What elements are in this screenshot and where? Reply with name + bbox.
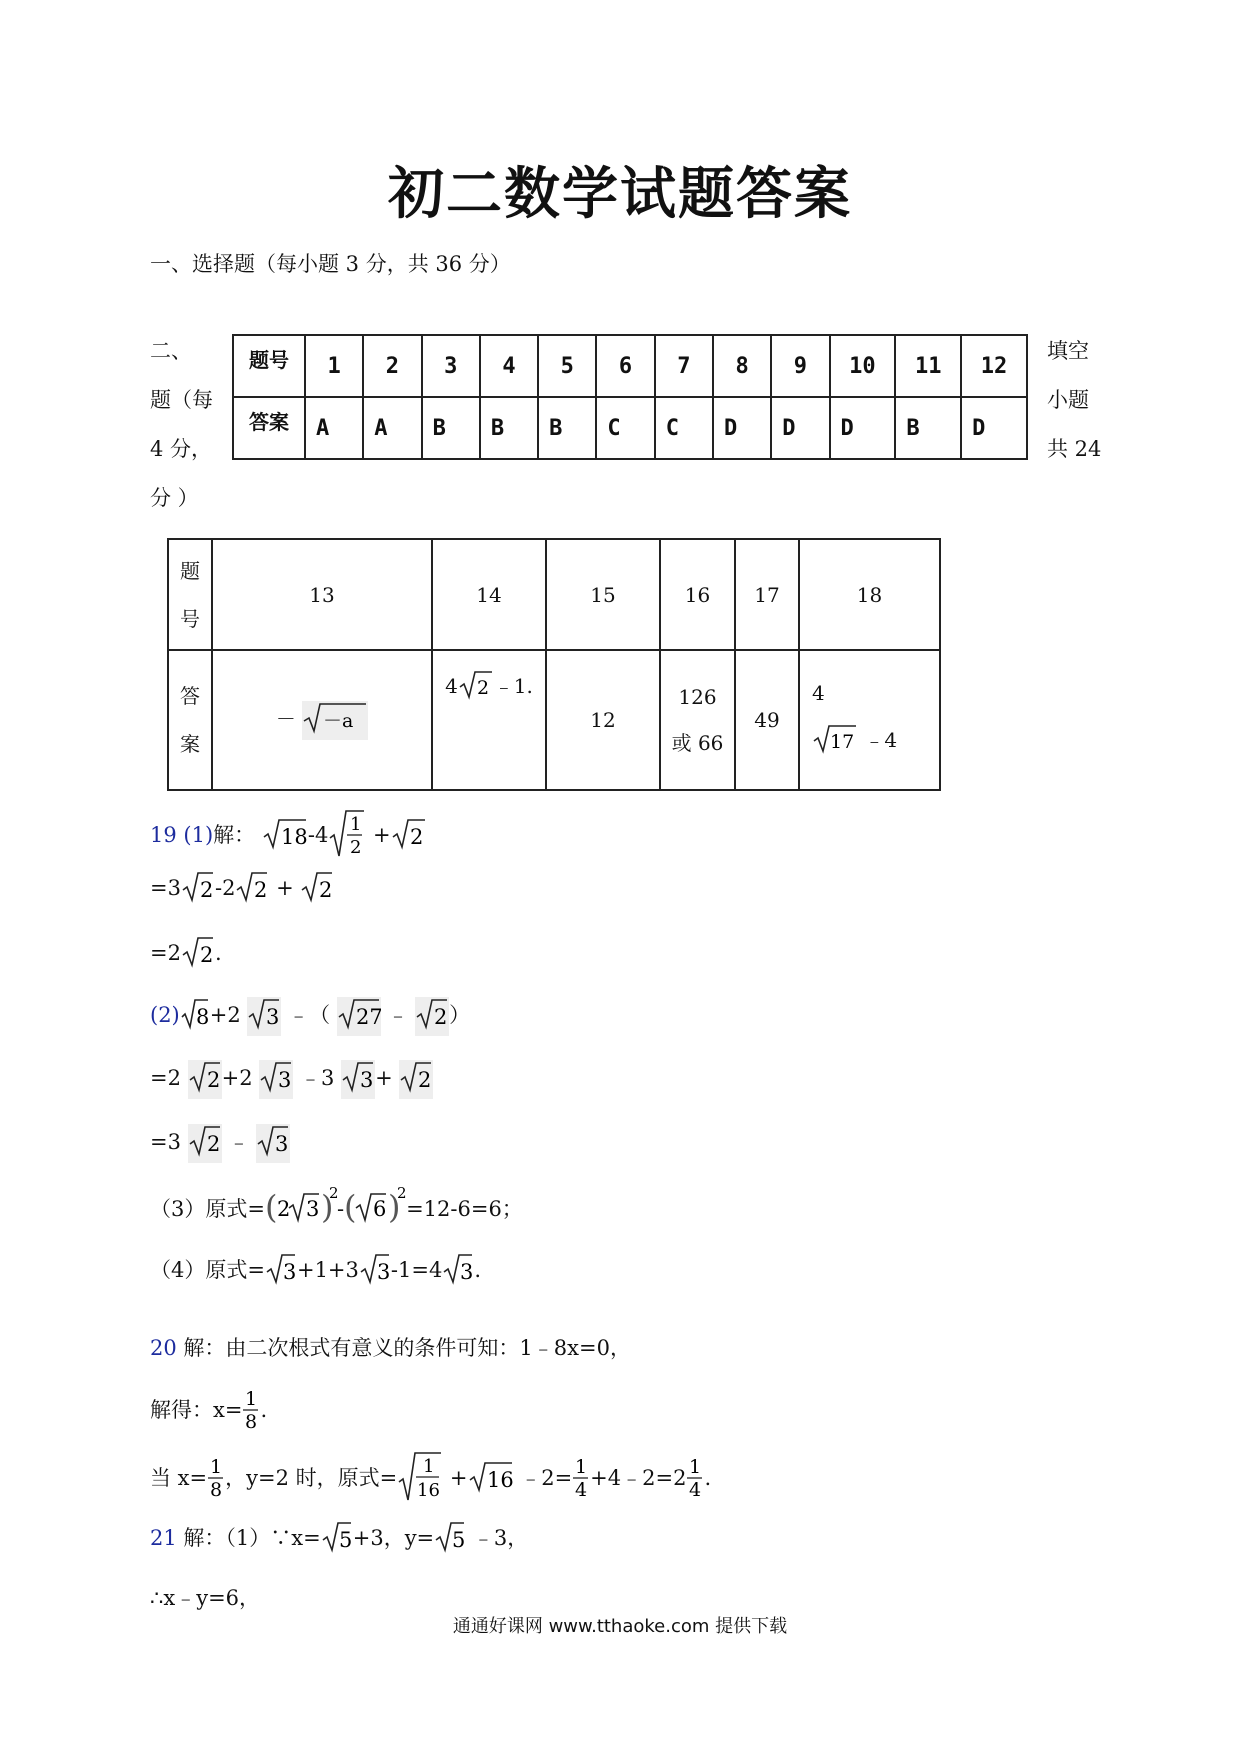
section-2-left-line: 分 ） — [150, 486, 199, 510]
minus-sign: － — [275, 706, 296, 731]
radicand: 3 — [460, 1260, 474, 1284]
q19-line-3 — [150, 935, 222, 974]
answer-cell: A — [363, 397, 421, 459]
svg-text:): ) — [388, 1188, 401, 1226]
answer-line: 或 66 — [671, 731, 724, 755]
section-2-right-line: 小题 — [1047, 388, 1089, 412]
expression-prefix: （3）原式= — [150, 1197, 265, 1221]
question-number-cell: 14 — [432, 539, 546, 650]
denominator: 8 — [210, 1479, 223, 1500]
operator: +2 — [221, 1066, 253, 1090]
answer-rest: ﹣1. — [493, 674, 533, 698]
question-number-cell: 13 — [212, 539, 432, 650]
radicand: 2 — [206, 1068, 221, 1092]
sqrt-expression — [188, 1124, 222, 1163]
q21-line-1 — [150, 1520, 528, 1559]
sqrt-expression — [415, 997, 449, 1036]
sqrt-expression — [265, 1252, 297, 1291]
numerator: 1 — [210, 1456, 223, 1478]
choice-table-header-label: 题号 — [233, 335, 305, 397]
fill-in-answer-table — [167, 538, 941, 791]
squared-term — [265, 1186, 337, 1235]
radicand: 3 — [266, 1005, 280, 1029]
answer-cell: C — [596, 397, 654, 459]
sqrt-expression — [300, 870, 334, 909]
radicand: 5 — [452, 1528, 466, 1552]
question-label: 21 — [150, 1526, 177, 1550]
expression-suffix: . — [704, 1466, 712, 1490]
radicand: 3 — [275, 1132, 289, 1156]
operator: +1+3 — [296, 1258, 359, 1282]
q20-line-2 — [150, 1386, 267, 1437]
operator: ﹣（ — [288, 1003, 331, 1027]
radicand: 2 — [254, 878, 268, 902]
radicand: 2 — [418, 1068, 432, 1092]
expression-prefix: （4）原式= — [150, 1258, 265, 1282]
answer-cell: D — [771, 397, 829, 459]
answer-cell: C — [655, 397, 713, 459]
q21-line-2: ∴x﹣y=6， — [150, 1586, 261, 1610]
exponent: 2 — [328, 1186, 337, 1202]
solution-text: 解：由二次根式有意义的条件可知：1﹣8x=0， — [183, 1336, 631, 1360]
header-char: 题 — [180, 558, 200, 583]
denominator: 4 — [575, 1479, 588, 1500]
question-number-cell: 2 — [363, 335, 421, 397]
sqrt-expression — [180, 997, 210, 1036]
sqrt-expression — [391, 817, 427, 856]
expression-prefix: =3 — [150, 1130, 181, 1154]
question-label: 20 — [150, 1336, 177, 1360]
answer-line: 126 — [678, 685, 717, 709]
page-footer: 通通好课网 www.tthaoke.com 提供下载 — [452, 1616, 788, 1637]
radicand: 2 — [199, 878, 214, 902]
svg-text:): ) — [320, 1188, 334, 1226]
q20-line-3 — [150, 1450, 711, 1509]
operator: -4 — [307, 823, 329, 847]
sqrt-expression — [442, 1252, 474, 1291]
denominator: 2 — [350, 837, 362, 858]
choice-table-answer-label: 答案 — [233, 397, 305, 459]
question-label: 19 (1) — [150, 823, 214, 847]
expression-prefix: 解得：x= — [150, 1398, 243, 1422]
sqrt-expression — [359, 1252, 391, 1291]
sqrt-fraction — [397, 1450, 443, 1509]
radicand: 6 — [373, 1197, 387, 1221]
answer-cell: B — [895, 397, 961, 459]
sqrt-expression — [812, 723, 858, 760]
radicand: 27 — [355, 1005, 381, 1029]
expression-suffix: ﹣3， — [472, 1526, 529, 1550]
answer-char: 答 — [180, 684, 200, 708]
choice-table-answer-row — [233, 397, 1027, 459]
numerator: 1 — [245, 1388, 258, 1410]
numerator: 1 — [689, 1456, 702, 1478]
q19-line-1 — [150, 808, 427, 865]
choice-table-number-row — [233, 335, 1027, 397]
radicand: 3 — [360, 1068, 374, 1092]
numerator: 1 — [350, 814, 362, 835]
radicand: 2 — [319, 878, 333, 902]
numerator: 1 — [575, 1456, 588, 1478]
header-char: 号 — [180, 606, 200, 631]
fraction — [242, 1386, 260, 1437]
radicand: 17 — [830, 730, 855, 753]
question-number-cell: 3 — [422, 335, 480, 397]
choice-answer-table — [232, 334, 1028, 460]
operator: ﹣2= — [520, 1466, 573, 1490]
radicand: 3 — [282, 1260, 297, 1284]
q19-line-6 — [150, 1124, 290, 1163]
expression-prefix: 解：（1）∵x= — [183, 1526, 321, 1550]
answer-line: 4 — [812, 680, 825, 705]
numerator: 1 — [423, 1456, 435, 1477]
operator: - — [336, 1197, 345, 1221]
answer-16-cell — [660, 650, 735, 790]
sqrt-expression — [188, 1060, 222, 1099]
solution-text: +3，y= — [352, 1526, 435, 1550]
section-2-right-line: 共 24 — [1047, 437, 1102, 461]
svg-text:(: ( — [344, 1188, 357, 1226]
question-number-cell: 12 — [961, 335, 1027, 397]
sqrt-expression — [259, 1060, 293, 1099]
page-title: 初二数学试题答案 — [388, 162, 852, 227]
answer-rest: ﹣4 — [864, 727, 898, 752]
sqrt-expression — [458, 669, 494, 706]
radicand: 3 — [305, 1197, 320, 1221]
radicand: －a — [323, 709, 354, 732]
expression-suffix: . — [260, 1398, 268, 1422]
sqrt-expression — [181, 870, 215, 909]
operator: + — [276, 876, 294, 900]
section-2-left-line: 4 分， — [150, 437, 213, 461]
expression-prefix: =2 — [150, 1066, 181, 1090]
answer-cell: A — [305, 397, 363, 459]
operator: +4﹣2=2 — [590, 1466, 687, 1490]
q20-line-1 — [150, 1332, 631, 1362]
svg-text:(: ( — [264, 1188, 278, 1226]
radicand: 5 — [338, 1528, 353, 1552]
radicand: 2 — [434, 1005, 448, 1029]
coefficient: 2 — [276, 1197, 291, 1221]
sqrt-expression — [337, 997, 381, 1036]
question-number-cell: 4 — [480, 335, 538, 397]
fraction — [207, 1454, 225, 1505]
sqrt-expression — [262, 817, 308, 856]
radicand: 18 — [280, 825, 308, 849]
operator: +2 — [209, 1003, 241, 1027]
question-label: (2) — [150, 1003, 180, 1027]
radicand: 2 — [206, 1132, 221, 1156]
question-number-cell: 10 — [830, 335, 896, 397]
q19-part-3 — [150, 1186, 523, 1235]
answer-13-cell — [212, 650, 432, 790]
denominator: 4 — [689, 1479, 702, 1500]
section-2-left-line: 题（每 — [150, 388, 213, 412]
q19-part-4 — [150, 1252, 481, 1291]
question-number-cell: 11 — [895, 335, 961, 397]
radicand: 2 — [476, 677, 489, 699]
sqrt-expression — [247, 997, 281, 1036]
question-number-cell: 1 — [305, 335, 363, 397]
radicand: 3 — [376, 1260, 391, 1284]
sqrt-expression — [302, 701, 368, 740]
answer-cell: B — [422, 397, 480, 459]
sqrt-expression — [321, 1520, 353, 1559]
question-number-cell: 6 — [596, 335, 654, 397]
section-1-heading: 一、选择题（每小题 3 分，共 36 分） — [150, 252, 511, 276]
answer-cell: B — [538, 397, 596, 459]
answer-cell: B — [480, 397, 538, 459]
expression-suffix: =12-6=6； — [406, 1197, 523, 1221]
expression-suffix: ） — [449, 1003, 471, 1027]
answer-cell: D — [830, 397, 896, 459]
radicand: 8 — [195, 1005, 210, 1029]
squared-term — [344, 1186, 406, 1235]
answer-cell: D — [961, 397, 1027, 459]
operator: + — [449, 1466, 468, 1490]
sqrt-expression — [256, 1124, 290, 1163]
section-2-left-text — [150, 327, 213, 523]
solution-text: ，y=2 时，原式= — [225, 1466, 398, 1490]
fraction — [686, 1454, 704, 1505]
question-number-cell: 8 — [713, 335, 771, 397]
expression-suffix: . — [474, 1258, 481, 1282]
question-number-cell: 7 — [655, 335, 713, 397]
answer-line — [812, 723, 939, 760]
operator: ﹣3 — [300, 1066, 335, 1090]
question-number-cell: 5 — [538, 335, 596, 397]
expression-suffix: . — [214, 941, 222, 965]
coefficient: 4 — [445, 674, 458, 698]
sqrt-expression — [468, 1460, 514, 1499]
operator: -1=4 — [390, 1258, 443, 1282]
q19-line-2 — [150, 870, 334, 909]
operator: + — [375, 1066, 393, 1090]
fill-table-number-row — [168, 539, 940, 650]
operator: ﹣ — [387, 1003, 409, 1027]
sqrt-expression — [434, 1520, 466, 1559]
sqrt-expression — [341, 1060, 375, 1099]
answer-14-cell — [432, 650, 546, 790]
denominator: 16 — [417, 1480, 441, 1501]
answer-18-cell — [799, 650, 940, 790]
sqrt-expression — [235, 870, 269, 909]
expression-prefix: =2 — [150, 941, 181, 965]
fraction — [572, 1454, 590, 1505]
answer-17-cell: 49 — [735, 650, 799, 790]
radicand: 16 — [486, 1468, 514, 1492]
radicand: 2 — [409, 825, 423, 849]
q19-line-5 — [150, 1060, 433, 1099]
question-number-cell: 18 — [799, 539, 940, 650]
answer-char: 案 — [180, 732, 200, 756]
fill-table-answer-label — [168, 650, 212, 790]
exponent: 2 — [397, 1186, 407, 1202]
section-2-right-text — [1047, 327, 1101, 474]
radicand: 2 — [199, 943, 214, 967]
section-2-right-line: 填空 — [1047, 339, 1089, 363]
sqrt-fraction — [328, 808, 366, 865]
radicand: 3 — [278, 1068, 292, 1092]
expression-prefix: =3 — [150, 876, 181, 900]
answer-15-cell: 12 — [546, 650, 660, 790]
sqrt-expression — [399, 1060, 433, 1099]
denominator: 8 — [245, 1411, 258, 1432]
question-number-cell: 16 — [660, 539, 735, 650]
operator: ﹣ — [228, 1130, 250, 1154]
section-2-left-line: 二、 — [150, 339, 192, 363]
question-number-cell: 9 — [771, 335, 829, 397]
operator: + — [373, 823, 391, 847]
q19-line-4 — [150, 997, 470, 1036]
solution-prefix: 解： — [213, 823, 256, 847]
operator: -2 — [214, 876, 236, 900]
expression-prefix: 当 x= — [150, 1466, 208, 1490]
sqrt-expression — [181, 935, 215, 974]
answer-cell: D — [713, 397, 771, 459]
question-number-cell: 17 — [735, 539, 799, 650]
fill-table-header-label — [168, 539, 212, 650]
question-number-cell: 15 — [546, 539, 660, 650]
fill-table-answer-row — [168, 650, 940, 790]
